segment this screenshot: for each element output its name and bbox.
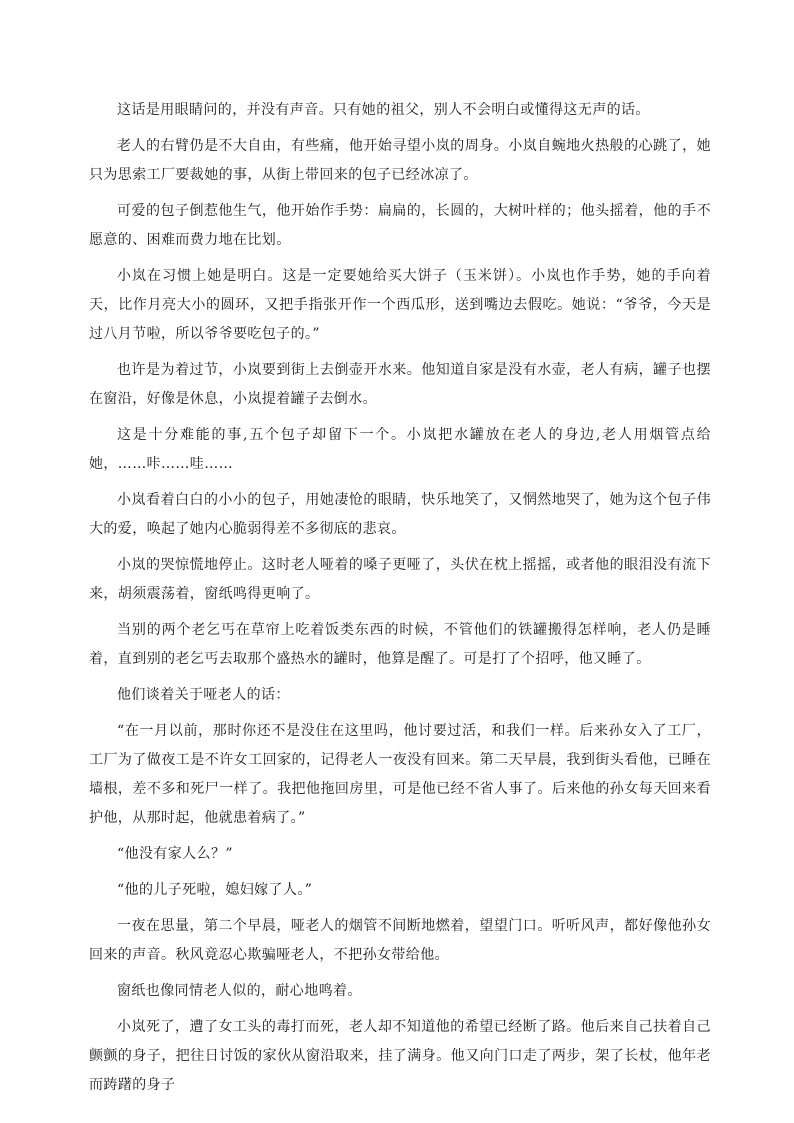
paragraph: 小岚死了，遭了女工头的毒打而死，老人却不知道他的希望已经断了路。他后来自己扶着自己颤颤的身子，把往日讨饭的家伙从窗沿取来，挂了满身。他又向门口走了两步，架了长杖，他年老而踌躇的身子	[89, 1019, 711, 1093]
paragraph: “他的儿子死啦，媳妇嫁了人。”	[117, 882, 313, 898]
paragraph: 当别的两个老乞丐在草帘上吃着饭类东西的时候，不管他们的铁罐搬得怎样响，老人仍是睡着，直到别的老乞丐去取那个盛热水的罐时，他算是醒了。可是打了个招呼，他又睡了。	[89, 622, 711, 667]
paragraph: 小岚在习惯上她是明白。这是一定要她给买大饼子（玉米饼）。小岚也作手势，她的手向着天，比作月亮大小的圆环，又把手指张开作一个西瓜形，送到嘴边去假吃。她说：“爷爷，今天是过八月节啦，所以爷爷要吃包子的。”	[89, 268, 711, 342]
paragraph: 这是十分难能的事,五个包子却留下一个。小岚把水罐放在老人的身边,老人用烟管点给她，……咔……哇……	[89, 427, 711, 472]
paragraph: 窗纸也像同情老人似的，耐心地鸣着。	[117, 983, 362, 999]
paragraph: 可爱的包子倒惹他生气，他开始作手势：扁扁的，长圆的，大树叶样的；他头摇着，他的手不愿意的、困难而费力地在比划。	[89, 203, 711, 248]
body-text	[89, 96, 711, 1107]
paragraph: 也许是为着过节，小岚要到街上去倒壶开水来。他知道自家是没有水壶，老人有病，罐子也摆在窗沿，好像是休息，小岚提着罐子去倒水。	[89, 362, 711, 407]
paragraph: 小岚的哭惊慌地停止。这时老人哑着的嗓子更哑了，头伏在枕上摇摇，或者他的眼泪没有流下来，胡须震荡着，窗纸鸣得更响了。	[89, 557, 711, 602]
paragraph: 小岚看着白白的小小的包子，用她凄怆的眼睛，快乐地笑了，又惘然地哭了，她为这个包子伟大的爱，唤起了她内心脆弱得差不多彻底的悲哀。	[89, 492, 711, 537]
paragraph: 他们谈着关于哑老人的话：	[117, 687, 290, 703]
paragraph: 老人的右臂仍是不大自由，有些痛，他开始寻望小岚的周身。小岚自蜿地火热般的心跳了，她只为思索工厂要裁她的事，从街上带回来的包子已经冰凉了。	[89, 138, 711, 183]
paragraph: 一夜在思量，第二个早晨，哑老人的烟管不间断地燃着，望望门口。听听风声，都好像他孙女回来的声音。秋风竟忍心欺骗哑老人，不把孙女带给他。	[89, 918, 711, 963]
paragraph: “在一月以前，那时你还不是没住在这里吗，他讨要过活，和我们一样。后来孙女入了工厂，工厂为了做夜工是不许女工回家的，记得老人一夜没有回来。第二天早晨，我到街头看他，已睡在墙根，差不多和死尸一样了。我把他拖回房里，可是他已经不省人事了。后来他的孙女每天回来看护他，从那时起，他就患着病了。”	[89, 723, 711, 826]
paragraph: “他没有家人么？”	[117, 846, 233, 862]
paragraph: 这话是用眼睛问的，并没有声音。只有她的祖父，别人不会明白或懂得这无声的话。	[117, 102, 650, 118]
